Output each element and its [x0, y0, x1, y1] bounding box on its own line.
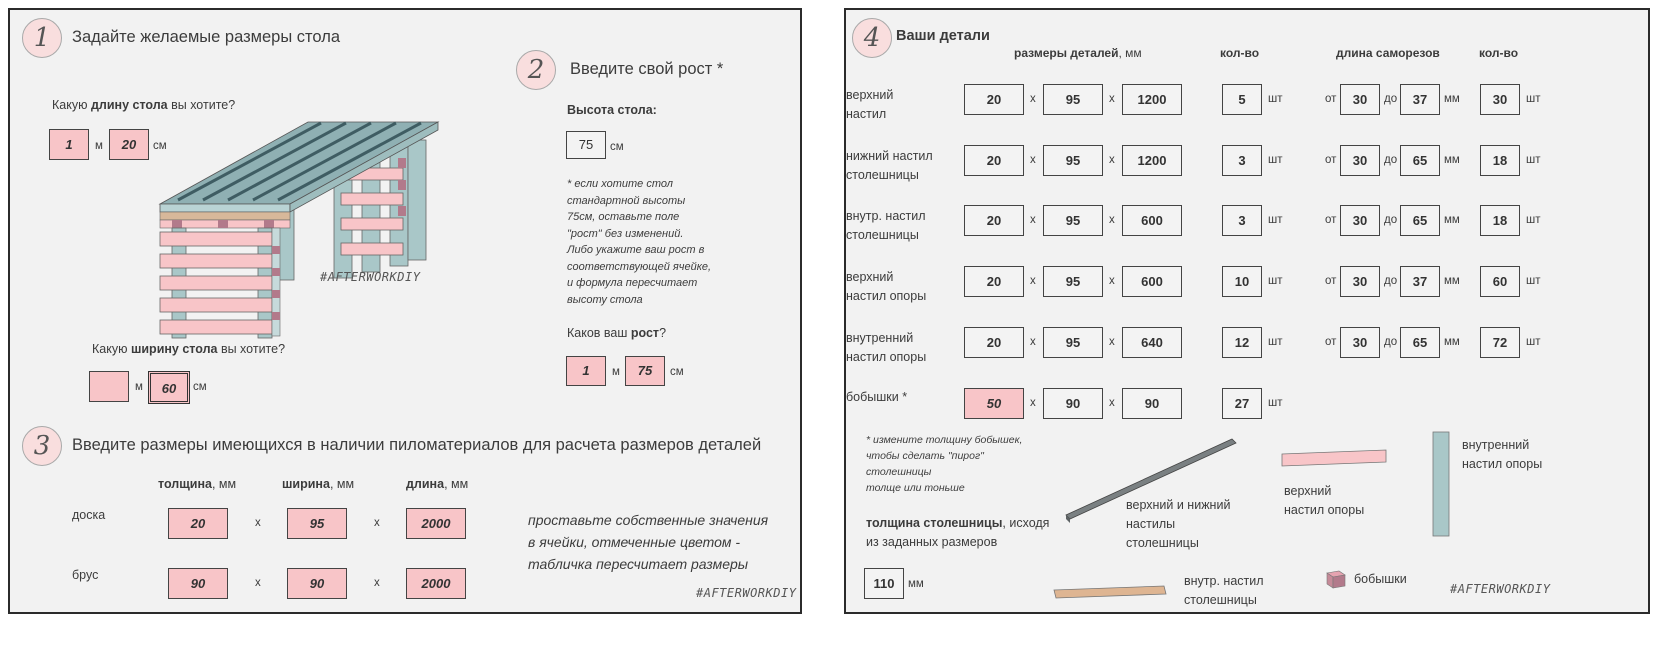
screw-qty: 30 — [1480, 84, 1520, 115]
times-sign: x — [1030, 275, 1036, 287]
pcs-unit: шт — [1268, 336, 1283, 348]
step-2-badge: 2 — [516, 50, 556, 90]
beam-thickness-input[interactable]: 90 — [168, 568, 228, 599]
recalc-hint: проставьте собственные значения в ячейки, отмеченные цветом - табличка пересчитает размеры — [528, 512, 769, 572]
row-label: верхний настил опоры — [846, 270, 927, 303]
length-cm-unit: см — [153, 140, 167, 152]
times-sign: x — [1109, 93, 1115, 105]
watermark-2: #AFTERWORKDIY — [696, 586, 797, 600]
times-sign: x — [1030, 154, 1036, 166]
board-length-input[interactable]: 2000 — [406, 508, 466, 539]
to-label: до — [1384, 275, 1398, 287]
times-sign: x — [255, 577, 261, 589]
pcs-unit: шт — [1268, 214, 1283, 226]
screw-min: 30 — [1340, 266, 1380, 297]
step-1-title: Задайте желаемые размеры стола — [72, 28, 341, 46]
pcs-unit: шт — [1268, 275, 1283, 287]
legend-tan-plank: внутр. настил столешницы — [1184, 574, 1264, 607]
growth-cm-input[interactable]: 75 — [625, 356, 665, 386]
tan-plank-icon — [1052, 582, 1172, 600]
pcs-unit: шт — [1526, 275, 1541, 287]
beam-width-input[interactable]: 90 — [287, 568, 347, 599]
cube-icon — [1324, 566, 1348, 590]
length-m-input[interactable]: 1 — [49, 129, 89, 160]
screw-qty: 18 — [1480, 145, 1520, 176]
mm-unit: мм — [1444, 275, 1460, 287]
material-label-board: доска — [72, 508, 106, 522]
growth-m-input[interactable]: 1 — [566, 356, 606, 386]
from-label: от — [1325, 154, 1337, 166]
mm-unit: мм — [908, 578, 924, 590]
pcs-unit: шт — [1268, 397, 1283, 409]
part-thickness: 20 — [964, 327, 1024, 358]
times-sign: x — [1109, 154, 1115, 166]
board-width-input[interactable]: 95 — [287, 508, 347, 539]
boss-width: 90 — [1043, 388, 1103, 419]
part-thickness: 20 — [964, 145, 1024, 176]
screw-min: 30 — [1340, 327, 1380, 358]
times-sign: x — [1030, 214, 1036, 226]
height-label: Высота стола: — [567, 103, 657, 117]
height-output: 75 — [566, 131, 606, 159]
pcs-unit: шт — [1526, 336, 1541, 348]
row-label: верхний настил — [846, 88, 894, 121]
pcs-unit: шт — [1526, 93, 1541, 105]
from-label: от — [1325, 214, 1337, 226]
to-label: до — [1384, 93, 1398, 105]
vertical-plank-icon — [1430, 430, 1452, 538]
header-screw-qty: кол-во — [1479, 46, 1519, 60]
part-width: 95 — [1043, 84, 1103, 115]
col-length: длина, мм — [406, 477, 469, 491]
boss-note: * измените толщину бобышек, чтобы сделать "пирог" столешницы толще или тоньше — [866, 434, 1023, 494]
screw-max: 65 — [1400, 145, 1440, 176]
from-label: от — [1325, 93, 1337, 105]
left-panel — [8, 8, 802, 614]
pcs-unit: шт — [1526, 154, 1541, 166]
times-sign: x — [1030, 397, 1036, 409]
col-width: ширина, мм — [282, 477, 355, 491]
to-label: до — [1384, 336, 1398, 348]
mm-unit: мм — [1444, 214, 1460, 226]
part-qty: 12 — [1222, 327, 1262, 358]
step-4-title: Ваши детали — [896, 28, 990, 44]
step-4-badge: 4 — [852, 18, 892, 58]
screw-max: 65 — [1400, 205, 1440, 236]
part-qty: 10 — [1222, 266, 1262, 297]
row-label: внутренний настил опоры — [846, 331, 927, 364]
growth-question: Каков ваш рост? — [567, 326, 667, 340]
part-qty: 3 — [1222, 145, 1262, 176]
legend-long-plank: верхний и нижний настилы столешницы — [1126, 498, 1231, 550]
watermark-1: #AFTERWORKDIY — [320, 270, 421, 284]
screw-max: 37 — [1400, 266, 1440, 297]
part-qty: 5 — [1222, 84, 1262, 115]
watermark-3: #AFTERWORKDIY — [1450, 582, 1551, 596]
step-3-title: Введите размеры имеющихся в наличии пиломатериалов для расчета размеров деталей — [72, 436, 762, 454]
height-unit: см — [610, 141, 624, 153]
pcs-unit: шт — [1526, 214, 1541, 226]
part-thickness: 20 — [964, 84, 1024, 115]
width-m-unit: м — [135, 381, 143, 393]
part-thickness: 20 — [964, 205, 1024, 236]
front-leg — [160, 228, 280, 338]
length-cm-input[interactable]: 20 — [109, 129, 149, 160]
legend-vertical-plank: внутренний настил опоры — [1462, 438, 1543, 471]
times-sign: x — [374, 577, 380, 589]
part-length: 1200 — [1122, 145, 1182, 176]
pcs-unit: шт — [1268, 93, 1283, 105]
mm-unit: мм — [1444, 336, 1460, 348]
width-question: Какую ширину стола вы хотите? — [92, 342, 286, 356]
from-label: от — [1325, 336, 1337, 348]
part-width: 95 — [1043, 205, 1103, 236]
part-length: 640 — [1122, 327, 1182, 358]
boss-label: бобышки * — [846, 390, 908, 404]
header-screw-length: длина саморезов — [1336, 46, 1440, 60]
length-question: Какую длину стола вы хотите? — [52, 98, 236, 112]
width-cm-unit: см — [193, 381, 207, 393]
growth-cm-unit: см — [670, 366, 684, 378]
times-sign: x — [1109, 275, 1115, 287]
material-label-beam: брус — [72, 568, 99, 582]
screw-qty: 60 — [1480, 266, 1520, 297]
times-sign: x — [255, 517, 261, 529]
from-label: от — [1325, 275, 1337, 287]
part-width: 95 — [1043, 327, 1103, 358]
width-m-input[interactable] — [89, 371, 129, 402]
times-sign: x — [1030, 336, 1036, 348]
col-thickness: толщина, мм — [158, 477, 237, 491]
length-m-unit: м — [95, 140, 103, 152]
to-label: до — [1384, 154, 1398, 166]
part-thickness: 20 — [964, 266, 1024, 297]
times-sign: x — [1109, 397, 1115, 409]
boss-thickness-input[interactable]: 50 — [964, 388, 1024, 419]
step-2-title: Введите свой рост * — [570, 60, 724, 78]
header-qty: кол-во — [1220, 46, 1260, 60]
step-1-badge: 1 — [22, 18, 62, 58]
header-sizes: размеры деталей, мм — [1014, 46, 1142, 60]
boss-qty: 27 — [1222, 388, 1262, 419]
right-panel — [844, 8, 1650, 614]
legend-pink-plank: верхний настил опоры — [1284, 484, 1365, 517]
height-note: * если хотите стол стандартной высоты 75см, оставьте поле "рост" без изменений. Либо укажите ваш рост в соответствующей ячейке, и формула пересчитает высоту стола — [567, 178, 712, 306]
mm-unit: мм — [1444, 154, 1460, 166]
times-sign: x — [374, 517, 380, 529]
mm-unit: мм — [1444, 93, 1460, 105]
row-label: внутр. настил столешницы — [846, 209, 926, 242]
thickness-caption: толщина столешницы, исходя из заданных размеров — [866, 516, 1050, 549]
beam-length-input[interactable]: 2000 — [406, 568, 466, 599]
boss-length: 90 — [1122, 388, 1182, 419]
table-illustration — [158, 118, 448, 340]
row-label: нижний настил столешницы — [846, 149, 933, 182]
screw-qty: 18 — [1480, 205, 1520, 236]
board-thickness-input[interactable]: 20 — [168, 508, 228, 539]
pcs-unit: шт — [1268, 154, 1283, 166]
step-3-badge: 3 — [22, 426, 62, 466]
pink-plank-icon — [1278, 448, 1390, 470]
part-width: 95 — [1043, 145, 1103, 176]
to-label: до — [1384, 214, 1398, 226]
growth-m-unit: м — [612, 366, 620, 378]
part-length: 600 — [1122, 205, 1182, 236]
part-length: 600 — [1122, 266, 1182, 297]
screw-max: 37 — [1400, 84, 1440, 115]
times-sign: x — [1030, 93, 1036, 105]
part-qty: 3 — [1222, 205, 1262, 236]
screw-min: 30 — [1340, 145, 1380, 176]
legend-cube: бобышки — [1354, 572, 1407, 586]
width-cm-input[interactable]: 60 — [148, 371, 190, 404]
screw-qty: 72 — [1480, 327, 1520, 358]
screw-min: 30 — [1340, 205, 1380, 236]
times-sign: x — [1109, 336, 1115, 348]
tabletop-thickness: 110 — [864, 568, 904, 599]
part-length: 1200 — [1122, 84, 1182, 115]
screw-min: 30 — [1340, 84, 1380, 115]
screw-max: 65 — [1400, 327, 1440, 358]
times-sign: x — [1109, 214, 1115, 226]
part-width: 95 — [1043, 266, 1103, 297]
